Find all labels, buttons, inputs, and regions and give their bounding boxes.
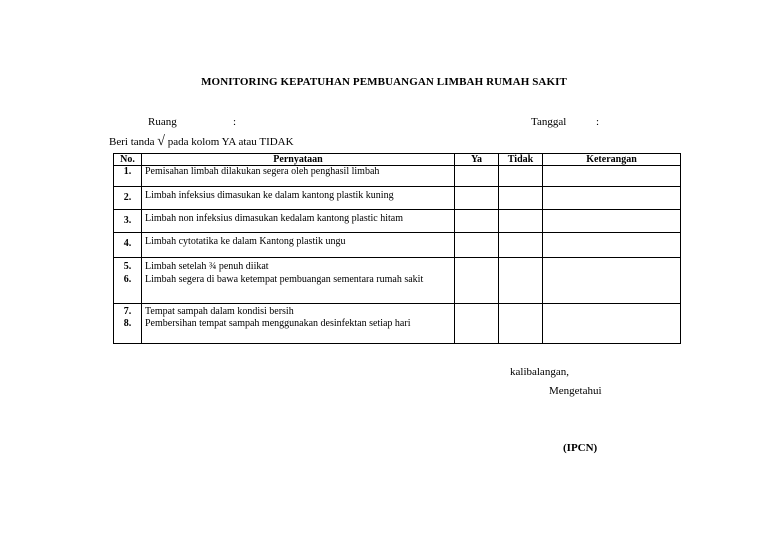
- signer-text: (IPCN): [563, 442, 598, 454]
- document-title: MONITORING KEPATUHAN PEMBUANGAN LIMBAH RUMAH SAKIT: [201, 76, 567, 88]
- table-row: [114, 233, 681, 258]
- note-cell[interactable]: [543, 210, 681, 233]
- row-number: 6.: [123, 274, 132, 285]
- row-statement: Limbah non infeksius dimasukan kedalam kantong plastic hitam: [142, 210, 455, 233]
- instruction-suffix: pada kolom YA atau TIDAK: [167, 136, 294, 148]
- table-row: [114, 210, 681, 233]
- row-statement-group: [142, 304, 455, 344]
- col-header-note: Keterangan: [543, 154, 681, 166]
- tanggal-colon: :: [596, 116, 600, 128]
- no-cell[interactable]: [499, 304, 543, 344]
- yes-cell[interactable]: [455, 187, 499, 210]
- no-cell[interactable]: [499, 166, 543, 187]
- note-cell[interactable]: [543, 304, 681, 344]
- no-cell[interactable]: [499, 210, 543, 233]
- row-statement: Pemisahan limbah dilakukan segera oleh penghasil limbah: [142, 166, 455, 187]
- col-header-yes: Ya: [455, 154, 499, 166]
- table-row: [114, 187, 681, 210]
- row-statement: Limbah infeksius dimasukan ke dalam kantong plastik kuning: [142, 187, 455, 210]
- row-statement: Pembersihan tempat sampah menggunakan desinfektan setiap hari: [145, 318, 411, 329]
- yes-cell[interactable]: [455, 304, 499, 344]
- tanggal-label: Tanggal: [531, 116, 567, 128]
- row-number: 2.: [114, 187, 142, 210]
- row-number-group: [114, 304, 142, 344]
- compliance-table: [113, 153, 681, 344]
- table-header-row: [114, 154, 681, 166]
- row-statement: Limbah cytotatika ke dalam Kantong plastik ungu: [142, 233, 455, 258]
- row-number: 7.: [123, 306, 132, 317]
- ruang-colon: :: [233, 116, 237, 128]
- yes-cell[interactable]: [455, 210, 499, 233]
- ruang-label: Ruang: [148, 116, 177, 128]
- place-text: kalibalangan,: [510, 366, 569, 378]
- row-number: 1.: [114, 166, 142, 187]
- table-row-group: [114, 304, 681, 344]
- instruction-prefix: Beri tanda: [109, 136, 155, 148]
- check-mark-icon: √: [157, 134, 165, 149]
- table-row-group: [114, 258, 681, 304]
- note-cell[interactable]: [543, 166, 681, 187]
- row-number: 5.: [123, 261, 132, 272]
- acknowledged-text: Mengetahui: [549, 385, 602, 397]
- table-row: [114, 166, 681, 187]
- instruction-line: [109, 134, 294, 150]
- no-cell[interactable]: [499, 258, 543, 304]
- row-number: 4.: [114, 233, 142, 258]
- row-number: 8.: [123, 318, 132, 329]
- row-statement: Limbah segera di bawa ketempat pembuangan sementara rumah sakit: [145, 274, 424, 285]
- no-cell[interactable]: [499, 187, 543, 210]
- row-number-group: [114, 258, 142, 304]
- row-statement: Limbah setelah ¾ penuh diikat: [145, 261, 269, 272]
- row-number: 3.: [114, 210, 142, 233]
- row-statement-group: [142, 258, 455, 304]
- note-cell[interactable]: [543, 258, 681, 304]
- yes-cell[interactable]: [455, 166, 499, 187]
- col-header-statement: Pernyataan: [142, 154, 455, 166]
- col-header-no-col: Tidak: [499, 154, 543, 166]
- row-statement: Tempat sampah dalam kondisi bersih: [145, 306, 294, 317]
- yes-cell[interactable]: [455, 258, 499, 304]
- note-cell[interactable]: [543, 233, 681, 258]
- no-cell[interactable]: [499, 233, 543, 258]
- yes-cell[interactable]: [455, 233, 499, 258]
- note-cell[interactable]: [543, 187, 681, 210]
- col-header-no: No.: [114, 154, 142, 166]
